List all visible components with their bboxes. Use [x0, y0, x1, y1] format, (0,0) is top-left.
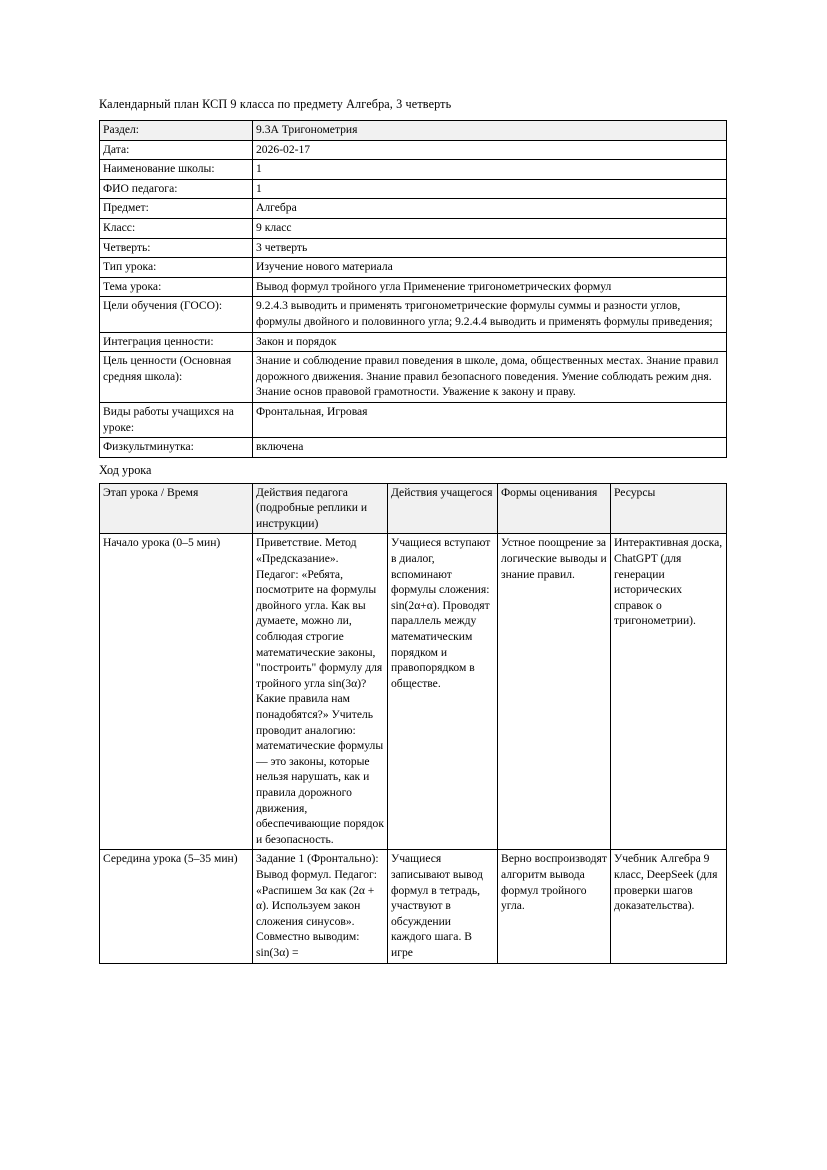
- info-label-cell: Класс:: [100, 218, 253, 238]
- resources-cell: Учебник Алгебра 9 класс, DeepSeek (для проверки шагов доказательства).: [611, 850, 727, 963]
- table-row: [100, 277, 727, 297]
- lesson-flow-label: Ход урока: [99, 462, 152, 477]
- table-row: [100, 121, 727, 141]
- info-value-cell: 1: [253, 160, 727, 180]
- column-header-stage: Этап урока / Время: [100, 483, 253, 534]
- table-row: [100, 850, 727, 963]
- info-value-cell: 2026-02-17: [253, 140, 727, 160]
- assessment-cell: Верно воспроизводят алгоритм вывода формул тройного угла.: [498, 850, 611, 963]
- stage-cell: Середина урока (5–35 мин): [100, 850, 253, 963]
- page-title: Календарный план КСП 9 класса по предмету Алгебра, 3 четверть: [99, 97, 452, 111]
- lesson-info-body: [100, 121, 727, 458]
- info-value-cell: Вывод формул тройного угла Применение тригонометрических формул: [253, 277, 727, 297]
- info-label-cell: Предмет:: [100, 199, 253, 219]
- student-actions-cell: Учащиеся записывают вывод формул в тетрадь, участвуют в обсуждении каждого шага. В игре: [388, 850, 498, 963]
- resources-cell: Интерактивная доска, ChatGPT (для генерации исторических справок о тригонометрии).: [611, 534, 727, 850]
- table-row: [100, 218, 727, 238]
- column-header-teacher-actions: Действия педагога (подробные реплики и инструкции): [253, 483, 388, 534]
- table-row: [100, 160, 727, 180]
- table-row: [100, 179, 727, 199]
- lesson-info-table: [99, 120, 727, 458]
- stage-cell: Начало урока (0–5 мин): [100, 534, 253, 850]
- column-header-assessment: Формы оценивания: [498, 483, 611, 534]
- info-value-cell: 3 четверть: [253, 238, 727, 258]
- column-header-resources: Ресурсы: [611, 483, 727, 534]
- table-row: [100, 140, 727, 160]
- table-row: [100, 297, 727, 332]
- lesson-flow-table: [99, 483, 727, 964]
- info-label-cell: Раздел:: [100, 121, 253, 141]
- table-row: [100, 238, 727, 258]
- info-value-cell: 9.2.4.3 выводить и применять тригонометрические формулы суммы и разности углов, формулы двойного и половинного угла; 9.2.4.4 выводить и применять формулы приведения;: [253, 297, 727, 332]
- info-label-cell: Интеграция ценности:: [100, 332, 253, 352]
- lesson-flow-head: [100, 483, 727, 534]
- info-value-cell: 9.3А Тригонометрия: [253, 121, 727, 141]
- table-header-row: [100, 483, 727, 534]
- document-content: [99, 96, 726, 964]
- table-row: [100, 534, 727, 850]
- table-row: [100, 438, 727, 458]
- info-label-cell: ФИО педагога:: [100, 179, 253, 199]
- table-row: [100, 352, 727, 403]
- info-value-cell: Знание и соблюдение правил поведения в школе, дома, общественных местах. Знание правил дорожного движения. Знание правил безопасного поведения. Умение соблюдать режим дня. Знание основ правовой грамотности. Уважение к закону и праву.: [253, 352, 727, 403]
- info-label-cell: Наименование школы:: [100, 160, 253, 180]
- info-value-cell: 1: [253, 179, 727, 199]
- lesson-flow-body: [100, 534, 727, 963]
- info-value-cell: Закон и порядок: [253, 332, 727, 352]
- teacher-actions-cell: Задание 1 (Фронтально): Вывод формул. Педагог: «Распишем 3α как (2α + α). Используем закон сложения синусов». Совместно выводим: sin(3α) =: [253, 850, 388, 963]
- info-label-cell: Цель ценности (Основная средняя школа):: [100, 352, 253, 403]
- student-actions-cell: Учащиеся вступают в диалог, вспоминают формулы сложения: sin(2α+α). Проводят параллель между математическим порядком и правопорядком в обществе.: [388, 534, 498, 850]
- info-value-cell: 9 класс: [253, 218, 727, 238]
- table-row: [100, 402, 727, 437]
- info-label-cell: Четверть:: [100, 238, 253, 258]
- table-row: [100, 332, 727, 352]
- info-label-cell: Физкультминутка:: [100, 438, 253, 458]
- info-value-cell: Фронтальная, Игровая: [253, 402, 727, 437]
- info-label-cell: Тема урока:: [100, 277, 253, 297]
- table-row: [100, 199, 727, 219]
- teacher-actions-cell: Приветствие. Метод «Предсказание». Педагог: «Ребята, посмотрите на формулы двойного угла. Как вы думаете, можно ли, соблюдая строгие математические законы, "построить" формулу для тройного угла sin(3α)? Какие правила нам понадобятся?» Учитель проводит аналогию: математические формулы — это законы, которые нельзя нарушать, как и правила дорожного движения, обеспечивающие порядок и безопасность.: [253, 534, 388, 850]
- info-label-cell: Цели обучения (ГОСО):: [100, 297, 253, 332]
- info-label-cell: Тип урока:: [100, 258, 253, 278]
- info-value-cell: Изучение нового материала: [253, 258, 727, 278]
- info-label-cell: Виды работы учащихся на уроке:: [100, 402, 253, 437]
- column-header-student-actions: Действия учащегося: [388, 483, 498, 534]
- assessment-cell: Устное поощрение за логические выводы и знание правил.: [498, 534, 611, 850]
- info-value-cell: включена: [253, 438, 727, 458]
- info-label-cell: Дата:: [100, 140, 253, 160]
- table-row: [100, 258, 727, 278]
- info-value-cell: Алгебра: [253, 199, 727, 219]
